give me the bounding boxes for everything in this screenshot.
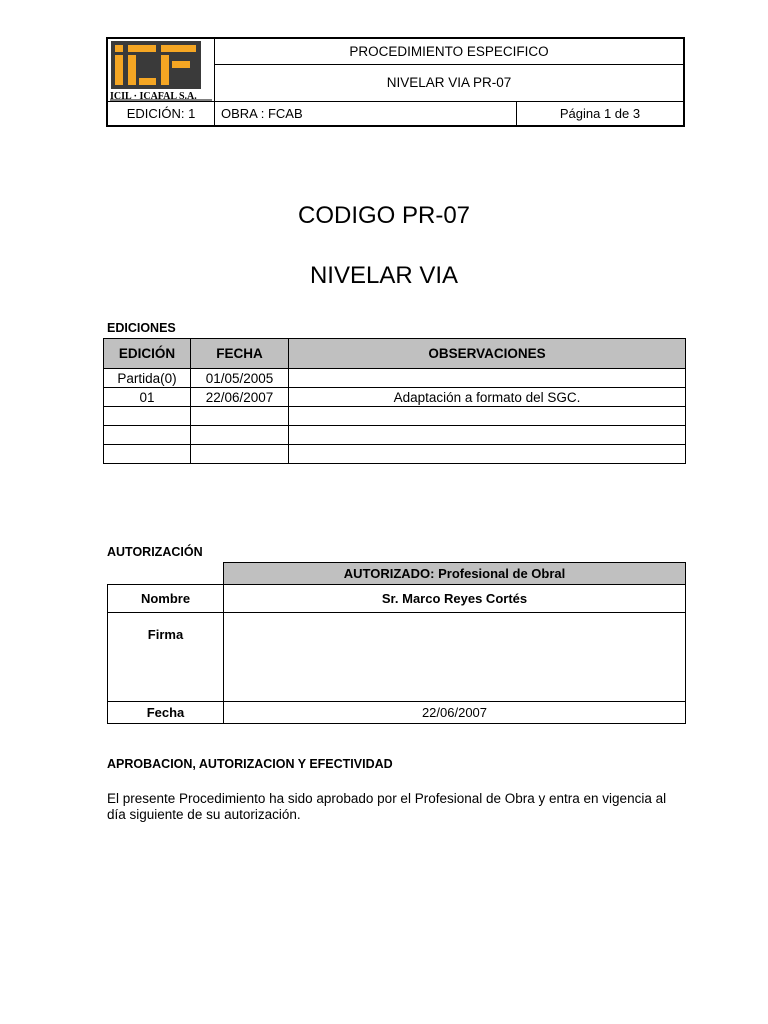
aprobacion-text: El presente Procedimiento ha sido aprobado por el Profesional de Obra y entra en vigencia al día siguiente de su autorización. xyxy=(107,791,667,822)
table-header-row xyxy=(104,339,686,369)
nombre-value: Sr. Marco Reyes Cortés xyxy=(224,585,686,613)
doc-type: PROCEDIMIENTO ESPECIFICO xyxy=(215,39,683,65)
column-header: EDICIÓN xyxy=(104,339,191,369)
table-row xyxy=(104,407,686,426)
fecha-label: Fecha xyxy=(108,702,224,724)
table-row xyxy=(108,585,686,613)
ediciones-heading: EDICIONES xyxy=(107,321,176,335)
table-cell: Adaptación a formato del SGC. xyxy=(289,388,686,407)
obra-label: OBRA : FCAB xyxy=(221,106,303,121)
table-row xyxy=(104,388,686,407)
autorizacion-heading: AUTORIZACIÓN xyxy=(107,545,203,559)
table-cell: 01 xyxy=(104,388,191,407)
ediciones-table xyxy=(103,338,686,464)
table-cell xyxy=(104,445,191,464)
edition-label: EDICIÓN: 1 xyxy=(108,102,215,125)
column-header: FECHA xyxy=(191,339,289,369)
document-code: CODIGO PR-07 xyxy=(297,202,471,229)
autorizado-header: AUTORIZADO: Profesional de Obral xyxy=(224,563,686,585)
document-header xyxy=(106,37,685,127)
column-header: OBSERVACIONES xyxy=(289,339,686,369)
fecha-value: 22/06/2007 xyxy=(224,702,686,724)
table-row xyxy=(104,426,686,445)
firma-label: Firma xyxy=(108,613,224,702)
table-row xyxy=(104,369,686,388)
nombre-label: Nombre xyxy=(108,585,224,613)
table-cell xyxy=(104,426,191,445)
table-cell xyxy=(104,407,191,426)
table-header-row xyxy=(108,563,686,585)
document-title: NIVELAR VIA xyxy=(309,262,459,289)
firma-field xyxy=(224,613,686,702)
table-row xyxy=(108,702,686,724)
table-cell xyxy=(191,426,289,445)
table-row xyxy=(104,445,686,464)
table-cell xyxy=(289,407,686,426)
table-cell: 01/05/2005 xyxy=(191,369,289,388)
table-cell: Partida(0) xyxy=(104,369,191,388)
table-cell xyxy=(289,369,686,388)
aprobacion-heading: APROBACION, AUTORIZACION Y EFECTIVIDAD xyxy=(107,757,393,771)
logo-text: ICIL · ICAFAL S.A. xyxy=(110,91,197,101)
header-info-row xyxy=(108,101,683,125)
table-cell: 22/06/2007 xyxy=(191,388,289,407)
icf-logo-icon xyxy=(108,39,213,101)
table-cell xyxy=(289,426,686,445)
table-cell xyxy=(191,407,289,426)
doc-name: NIVELAR VIA PR-07 xyxy=(386,75,512,90)
autorizacion-table xyxy=(107,562,686,724)
table-cell xyxy=(191,445,289,464)
table-cell xyxy=(289,445,686,464)
table-row xyxy=(108,613,686,702)
page-number: Página 1 de 3 xyxy=(516,102,683,125)
company-logo xyxy=(108,39,215,101)
